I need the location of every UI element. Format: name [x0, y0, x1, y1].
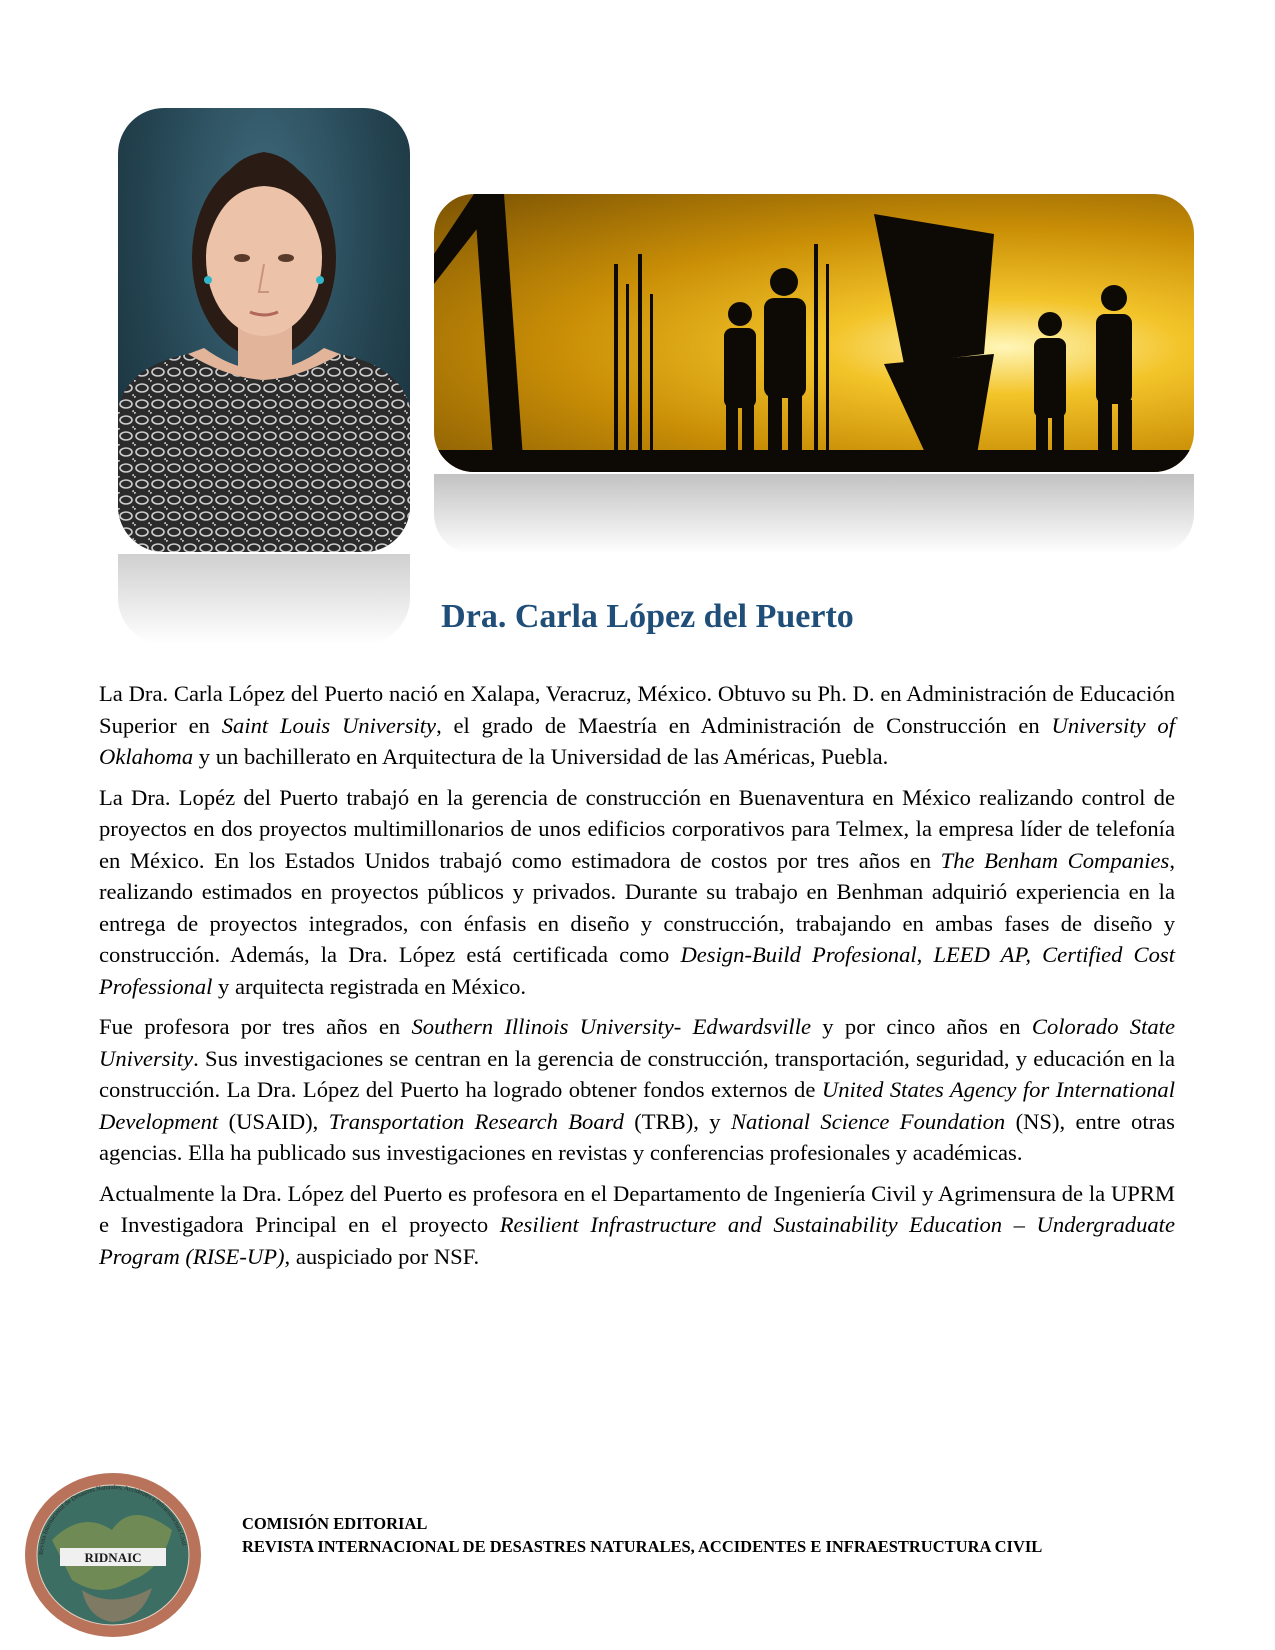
footer-editorial-line: COMISIÓN EDITORIAL	[242, 1514, 428, 1533]
journal-seal-icon	[22, 1470, 204, 1640]
author-portrait	[118, 108, 410, 552]
italic-term: National Science Foundation	[730, 1108, 1006, 1134]
banner-reflection	[434, 474, 1194, 554]
construction-banner	[434, 194, 1194, 472]
italic-term: Saint Louis University	[221, 712, 437, 738]
italic-term: Resilient Infrastructure and Sustainability Education – Undergraduate Program (RISE-UP)	[99, 1212, 1175, 1269]
bio-paragraph: Fue profesora por tres años en Southern Illinois University- Edwardsville y por cinco años en Colorado State University. Sus investigaciones se centran en la gerencia de construcción, transportación, seguridad, y educación en la construcción. La Dra. López del Puerto ha logrado obtener fondos externos de United States Agency for International Development (USAID), Transportation Research Board (TRB), y National Science Foundation (NS), entre otras agencias. Ella ha publicado sus investigaciones en revistas y conferencias profesionales y académicas.	[99, 1014, 1176, 1165]
italic-term: The Benham Companies	[940, 847, 1170, 873]
bio-paragraph: La Dra. Carla López del Puerto nació en Xalapa, Veracruz, México. Obtuvo su Ph. D. en Administración de Educación Superior en Saint Louis University, el grado de Maestría en Administración de Construcción en University of Oklahoma y un bachillerato en Arquitectura de la Universidad de las Américas, Puebla.	[99, 681, 1175, 769]
italic-term: United States Agency for International Development	[99, 1077, 1176, 1134]
construction-silhouette	[434, 194, 1194, 472]
footer-journal-line: REVISTA INTERNACIONAL DE DESASTRES NATURALES, ACCIDENTES E INFRAESTRUCTURA CIVIL	[242, 1537, 1043, 1556]
biography	[99, 678, 1175, 1281]
footer	[242, 1512, 1042, 1558]
italic-term: Design-Build Profesional	[680, 942, 917, 967]
logo-ring-text: Revista Internacional de Desastres Naturales, Accidentes e Infraestructura Civil	[37, 1483, 188, 1556]
italic-term: LEED AP, Certified Cost Professional	[99, 942, 1175, 999]
italic-term: University of Oklahoma	[99, 712, 1175, 769]
bio-paragraph: La Dra. Lopéz del Puerto trabajó en la gerencia de construcción en Buenaventura en México realizando control de proyectos en dos proyectos multimillonarios de unos edificios corporativos para Telmex, la empresa líder de telefonía en México. En los Estados Unidos trabajó como estimadora de costos por tres años en The Benham Companies, realizando estimados en proyectos públicos y privados. Durante su trabajo en Benhman adquirió experiencia en la entrega de proyectos integrados, con énfasis en diseño y construcción, trabajando en ambas fases de diseño y construcción. Además, la Dra. López está certificada como Design-Build Profesional, LEED AP, Certified Cost Professional y arquitecta registrada en México.	[99, 784, 1175, 999]
profile-name: Dra. Carla López del Puerto	[441, 598, 854, 635]
italic-term: Colorado State University	[99, 1014, 1175, 1071]
logo-center-text: RIDNAIC	[84, 1550, 142, 1565]
portrait-illustration	[118, 108, 410, 552]
journal-logo	[22, 1470, 204, 1640]
italic-term: Southern Illinois University- Edwardsville	[411, 1014, 811, 1039]
italic-term: Transportation Research Board	[328, 1108, 624, 1134]
bio-paragraph: Actualmente la Dra. López del Puerto es profesora en el Departamento de Ingeniería Civil y Agrimensura de la UPRM e Investigadora Principal en el proyecto Resilient Infrastructure and Sustainability Education – Undergraduate Program (RISE-UP), auspiciado por NSF.	[99, 1180, 1175, 1269]
